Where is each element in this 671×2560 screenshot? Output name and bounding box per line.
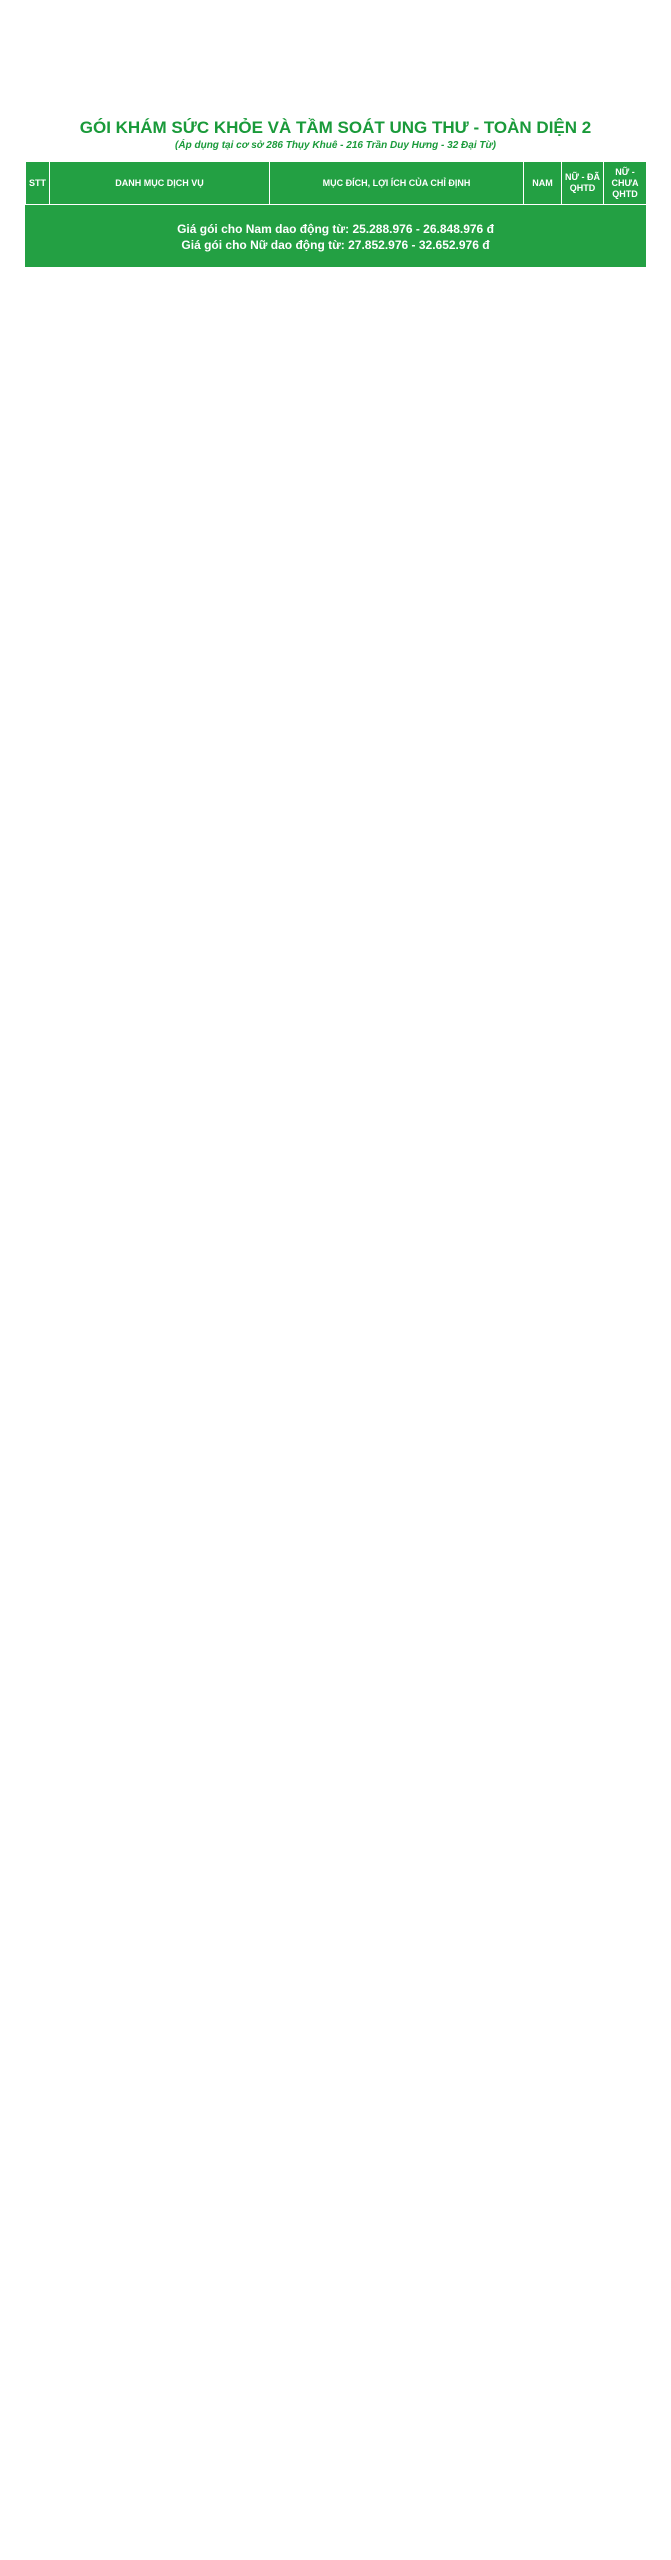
header-purpose: MỤC ĐÍCH, LỢI ÍCH CỦA CHỈ ĐỊNH <box>270 162 524 205</box>
page-title: GÓI KHÁM SỨC KHỎE VÀ TẦM SOÁT UNG THƯ - TOÀN DIỆN 2 <box>79 118 592 137</box>
page-subtitle: (Áp dụng tại cơ sở 286 Thụy Khuê - 216 Trần Duy Hưng - 32 Đại Từ) <box>175 140 496 151</box>
header-nam: NAM <box>524 162 562 205</box>
header-nu-qhtd: NỮ - ĐÃ QHTD <box>562 162 604 205</box>
table-header <box>26 162 647 205</box>
header-name: DANH MỤC DỊCH VỤ <box>50 162 270 205</box>
price-female: Giá gói cho Nữ dao động từ: 27.852.976 - 32.652.976 đ <box>181 238 490 252</box>
header-stt: STT <box>26 162 50 205</box>
price-footer <box>25 205 646 267</box>
service-table <box>25 161 647 205</box>
header-nu-chua-qhtd: NỮ - CHƯA QHTD <box>604 162 647 205</box>
price-male: Giá gói cho Nam dao động từ: 25.288.976 - 26.848.976 đ <box>177 222 494 236</box>
